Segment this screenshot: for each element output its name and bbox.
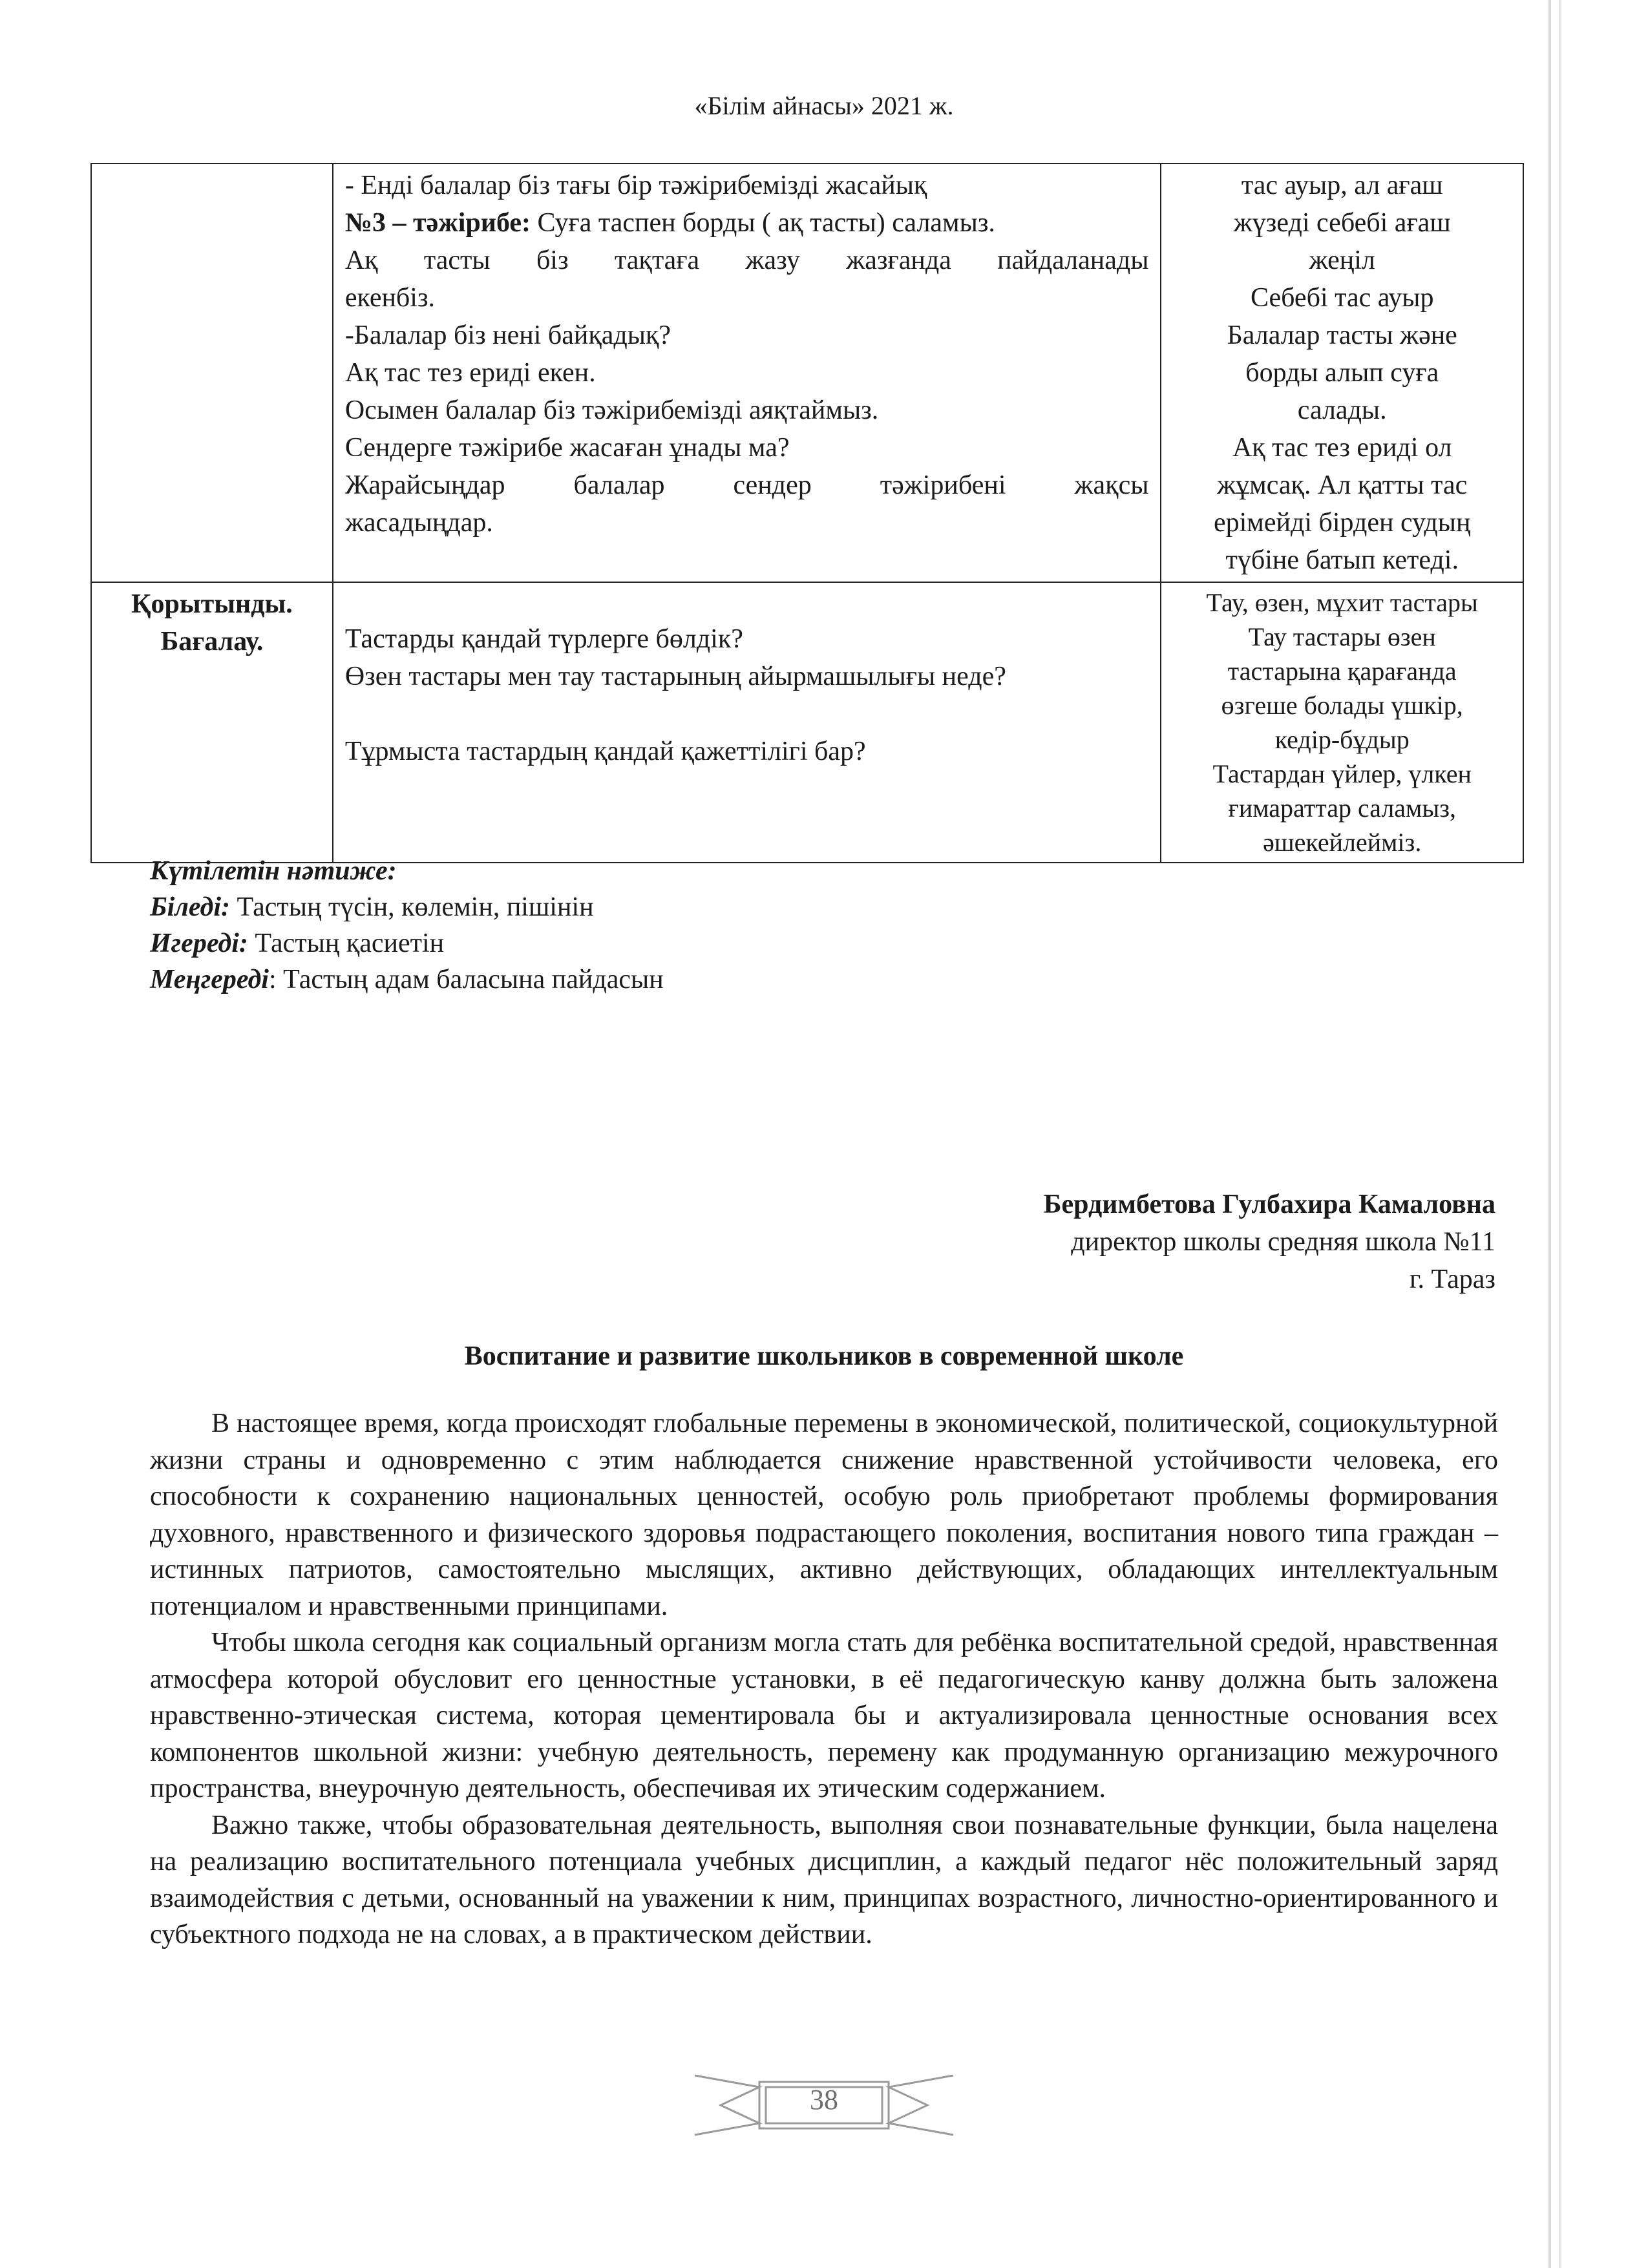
- teacher-activity-cell: [333, 163, 1161, 582]
- stage-cell: [91, 163, 333, 582]
- experiment-label: №3 – тәжірибе:: [344, 208, 531, 238]
- expected-result: [150, 853, 664, 998]
- article-paragraph: В настоящее время, когда происходят глобальные перемены в экономической, политической, социокультурной жизни страны и одновременно с этим наблюдается снижение нравственной устойчивости человека, его способности к сохранению национальных ценностей, особую роль приобретают проблемы формирования духовного, нравственного и физического здоровья подрастающего поколения, воспитания нового типа граждан – истинных патриотов, самостоятельно мыслящих, активно действующих, обладающих интеллектуальным потенциалом и нравственными принципами.: [150, 1409, 1498, 1621]
- student-line: әшекейлейміз.: [1263, 828, 1422, 857]
- teacher-line: - Енді балалар біз тағы бір тәжірибемізді жасайық: [344, 171, 927, 200]
- table-row: [91, 163, 1523, 582]
- student-line: Тау, өзен, мұхит тастары: [1206, 588, 1478, 617]
- expected-result-text: Тастың түсін, көлемін, пішінін: [230, 892, 594, 922]
- page-number: 38: [810, 2084, 838, 2116]
- student-line: жүзеді себебі ағаш: [1233, 208, 1451, 238]
- experiment-line: [345, 204, 1149, 242]
- teacher-line: Тастарды қандай түрлерге бөлдік?: [344, 624, 743, 654]
- teacher-line: Ақ тасты біз тақтаға жазу жазғанда пайдаланады: [344, 246, 1149, 275]
- teacher-line: Ақ тас тез ериді екен.: [344, 358, 596, 388]
- author-city: г. Тараз: [1410, 1265, 1495, 1294]
- student-line: жұмсақ. Ал қатты тас: [1217, 470, 1468, 500]
- student-line: Балалар тасты және: [1227, 320, 1457, 350]
- article-paragraph: Чтобы школа сегодня как социальный организм могла стать для ребёнка воспитательной средой, нравственная атмосфера которой обусловит его ценностные установки, в её педагогическую канву должна быть заложена нравственно-этическая система, которая цементировала бы и актуализировала ценностные основания всех компонентов школьной жизни: учебную деятельность, перемену как продуманную организацию межурочного пространства, внеурочную деятельность, обеспечивая их этическим содержанием.: [150, 1628, 1498, 1803]
- student-line: тас ауыр, ал ағаш: [1241, 171, 1443, 200]
- stage-cell: [91, 582, 333, 863]
- student-line: ғимараттар саламыз,: [1228, 793, 1457, 823]
- scan-edge-line: [1548, 0, 1551, 2268]
- student-line: Тау тастары өзен: [1248, 622, 1436, 651]
- teacher-line: Өзен тастары мен тау тастарының айырмашылығы неде?: [344, 662, 1006, 691]
- teacher-line: Жарайсыңдар балалар сендер тәжірибені жақсы: [344, 470, 1149, 500]
- expected-result-item: [150, 925, 664, 961]
- expected-result-label: Біледі:: [150, 892, 230, 922]
- student-line: Себебі тас ауыр: [1250, 283, 1434, 313]
- student-line: тастарына қарағанда: [1227, 656, 1457, 686]
- teacher-line: Сендерге тәжірибе жасаған ұнады ма?: [344, 433, 790, 463]
- experiment-text: Суға таспен борды ( ақ тасты) саламыз.: [531, 208, 995, 238]
- table-row: [91, 582, 1523, 863]
- scan-edge-line: [1559, 0, 1561, 2268]
- student-line: борды алып суға: [1245, 358, 1439, 388]
- expected-result-text: Тастың қасиетін: [248, 929, 445, 958]
- expected-result-label: Меңгереді: [150, 965, 269, 994]
- page-number-ornament: [682, 2068, 966, 2142]
- teacher-activity-cell: [333, 582, 1161, 863]
- student-line: Тастардан үйлер, үлкен: [1212, 759, 1472, 788]
- teacher-line: жасадыңдар.: [344, 508, 493, 538]
- teacher-line: Тұрмыста тастардың қандай қажеттілігі бар?: [344, 737, 866, 766]
- article-title: Воспитание и развитие школьников в современной школе: [464, 1341, 1184, 1371]
- stage-label: Бағалау.: [160, 627, 264, 656]
- author-name: Бердимбетова Гулбахира Камаловна: [1043, 1190, 1495, 1219]
- student-activity-cell: [1161, 582, 1523, 863]
- author-position: директор школы средняя школа №11: [1071, 1227, 1495, 1257]
- expected-result-item: [150, 961, 664, 998]
- student-line: түбіне батып кетеді.: [1225, 545, 1459, 575]
- article-paragraph: Важно также, чтобы образовательная деятельность, выполняя свои познавательные функции, была нацелена на реализацию воспитательного потенциала учебных дисциплин, а каждый педагог нёс положительный заряд взаимодействия с детьми, основанный на уважении к ним, принципах возрастного, личностно-ориентированного и субъектного подхода не на словах, а в практическом действии.: [150, 1810, 1498, 1949]
- journal-header: «Білім айнасы» 2021 ж.: [694, 91, 954, 120]
- teacher-line: -Балалар біз нені байқадық?: [344, 320, 671, 350]
- student-line: кедір-бұдыр: [1274, 725, 1410, 754]
- teacher-line: Осымен балалар біз тәжірибемізді аяқтаймыз.: [344, 395, 879, 425]
- student-line: салады.: [1297, 395, 1387, 425]
- student-activity-cell: [1161, 163, 1523, 582]
- student-line: Ақ тас тез ериді ол: [1232, 433, 1452, 463]
- expected-result-title: Күтілетін нәтиже:: [150, 856, 397, 886]
- student-line: ерімейді бірден судың: [1213, 508, 1471, 538]
- expected-result-item: [150, 889, 664, 925]
- student-line: жеңіл: [1309, 246, 1375, 275]
- stage-label: Қорытынды.: [131, 589, 293, 619]
- expected-result-label: Игереді:: [150, 929, 248, 958]
- author-block: [1044, 1186, 1495, 1298]
- student-line: өзгеше болады үшкір,: [1221, 691, 1463, 720]
- teacher-line: екенбіз.: [344, 283, 436, 313]
- lesson-table: [90, 163, 1524, 863]
- expected-result-text: : Тастың адам баласына пайдасын: [268, 965, 664, 994]
- article-body: [150, 1405, 1498, 1953]
